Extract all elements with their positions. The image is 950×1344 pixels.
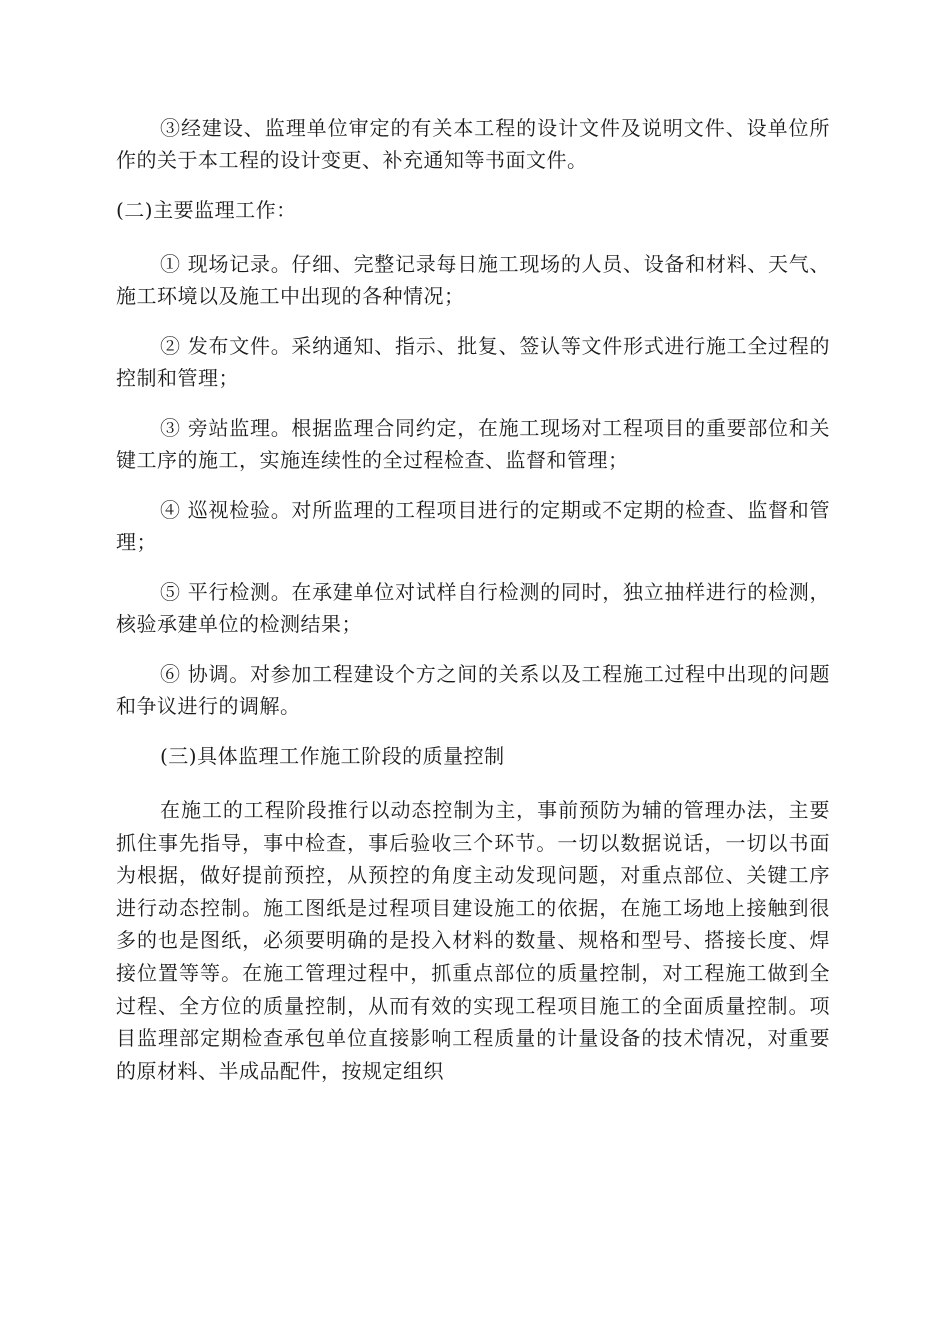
work-item-issue-documents: ② 发布文件。采纳通知、指示、批复、签认等文件形式进行施工全过程的控制和管理； xyxy=(116,334,830,390)
work-item-parallel-testing: ⑤ 平行检测。在承建单位对试样自行检测的同时，独立抽样进行的检测，核验承建单位的检测结果； xyxy=(116,580,830,636)
work-item-side-supervision: ③ 旁站监理。根据监理合同约定，在施工现场对工程项目的重要部位和关键工序的施工，实施连续性的全过程检查、监督和管理； xyxy=(116,416,830,472)
work-item-site-record: ① 现场记录。仔细、完整记录每日施工现场的人员、设备和材料、天气、施工环境以及施工中出现的各种情况； xyxy=(116,252,830,308)
work-item-inspection: ④ 巡视检验。对所监理的工程项目进行的定期或不定期的检查、监督和管理； xyxy=(116,498,830,554)
section-heading-main-work: (二)主要监理工作： xyxy=(116,198,297,222)
paragraph-quality-control-body: 在施工的工程阶段推行以动态控制为主，事前预防为辅的管理办法，主要抓住事先指导，事中检查，事后验收三个环节。一切以数据说话，一切以书面为根据，做好提前预控，从预控的角度主动发现问题，对重点部位、关键工序进行动态控制。施工图纸是过程项目建设施工的依据，在施工场地上接触到很多的也是图纸，必须要明确的是投入材料的数量、规格和型号、搭接长度、焊接位置等等。在施工管理过程中，抓重点部位的质量控制，对工程施工做到全过程、全方位的质量控制，从而有效的实现工程项目施工的全面质量控制。项目监理部定期检查承包单位直接影响工程质量的计量设备的技术情况，对重要的原材料、半成品配件，按规定组织 xyxy=(116,798,830,1083)
work-item-coordination: ⑥ 协调。对参加工程建设个方之间的关系以及工程施工过程中出现的问题和争议进行的调解。 xyxy=(116,662,830,718)
paragraph-design-documents: ③经建设、监理单位审定的有关本工程的设计文件及说明文件、设单位所作的关于本工程的设计变更、补充通知等书面文件。 xyxy=(116,116,830,172)
document-page xyxy=(116,112,830,1087)
section-heading-quality-control: (三)具体监理工作施工阶段的质量控制 xyxy=(160,744,505,768)
